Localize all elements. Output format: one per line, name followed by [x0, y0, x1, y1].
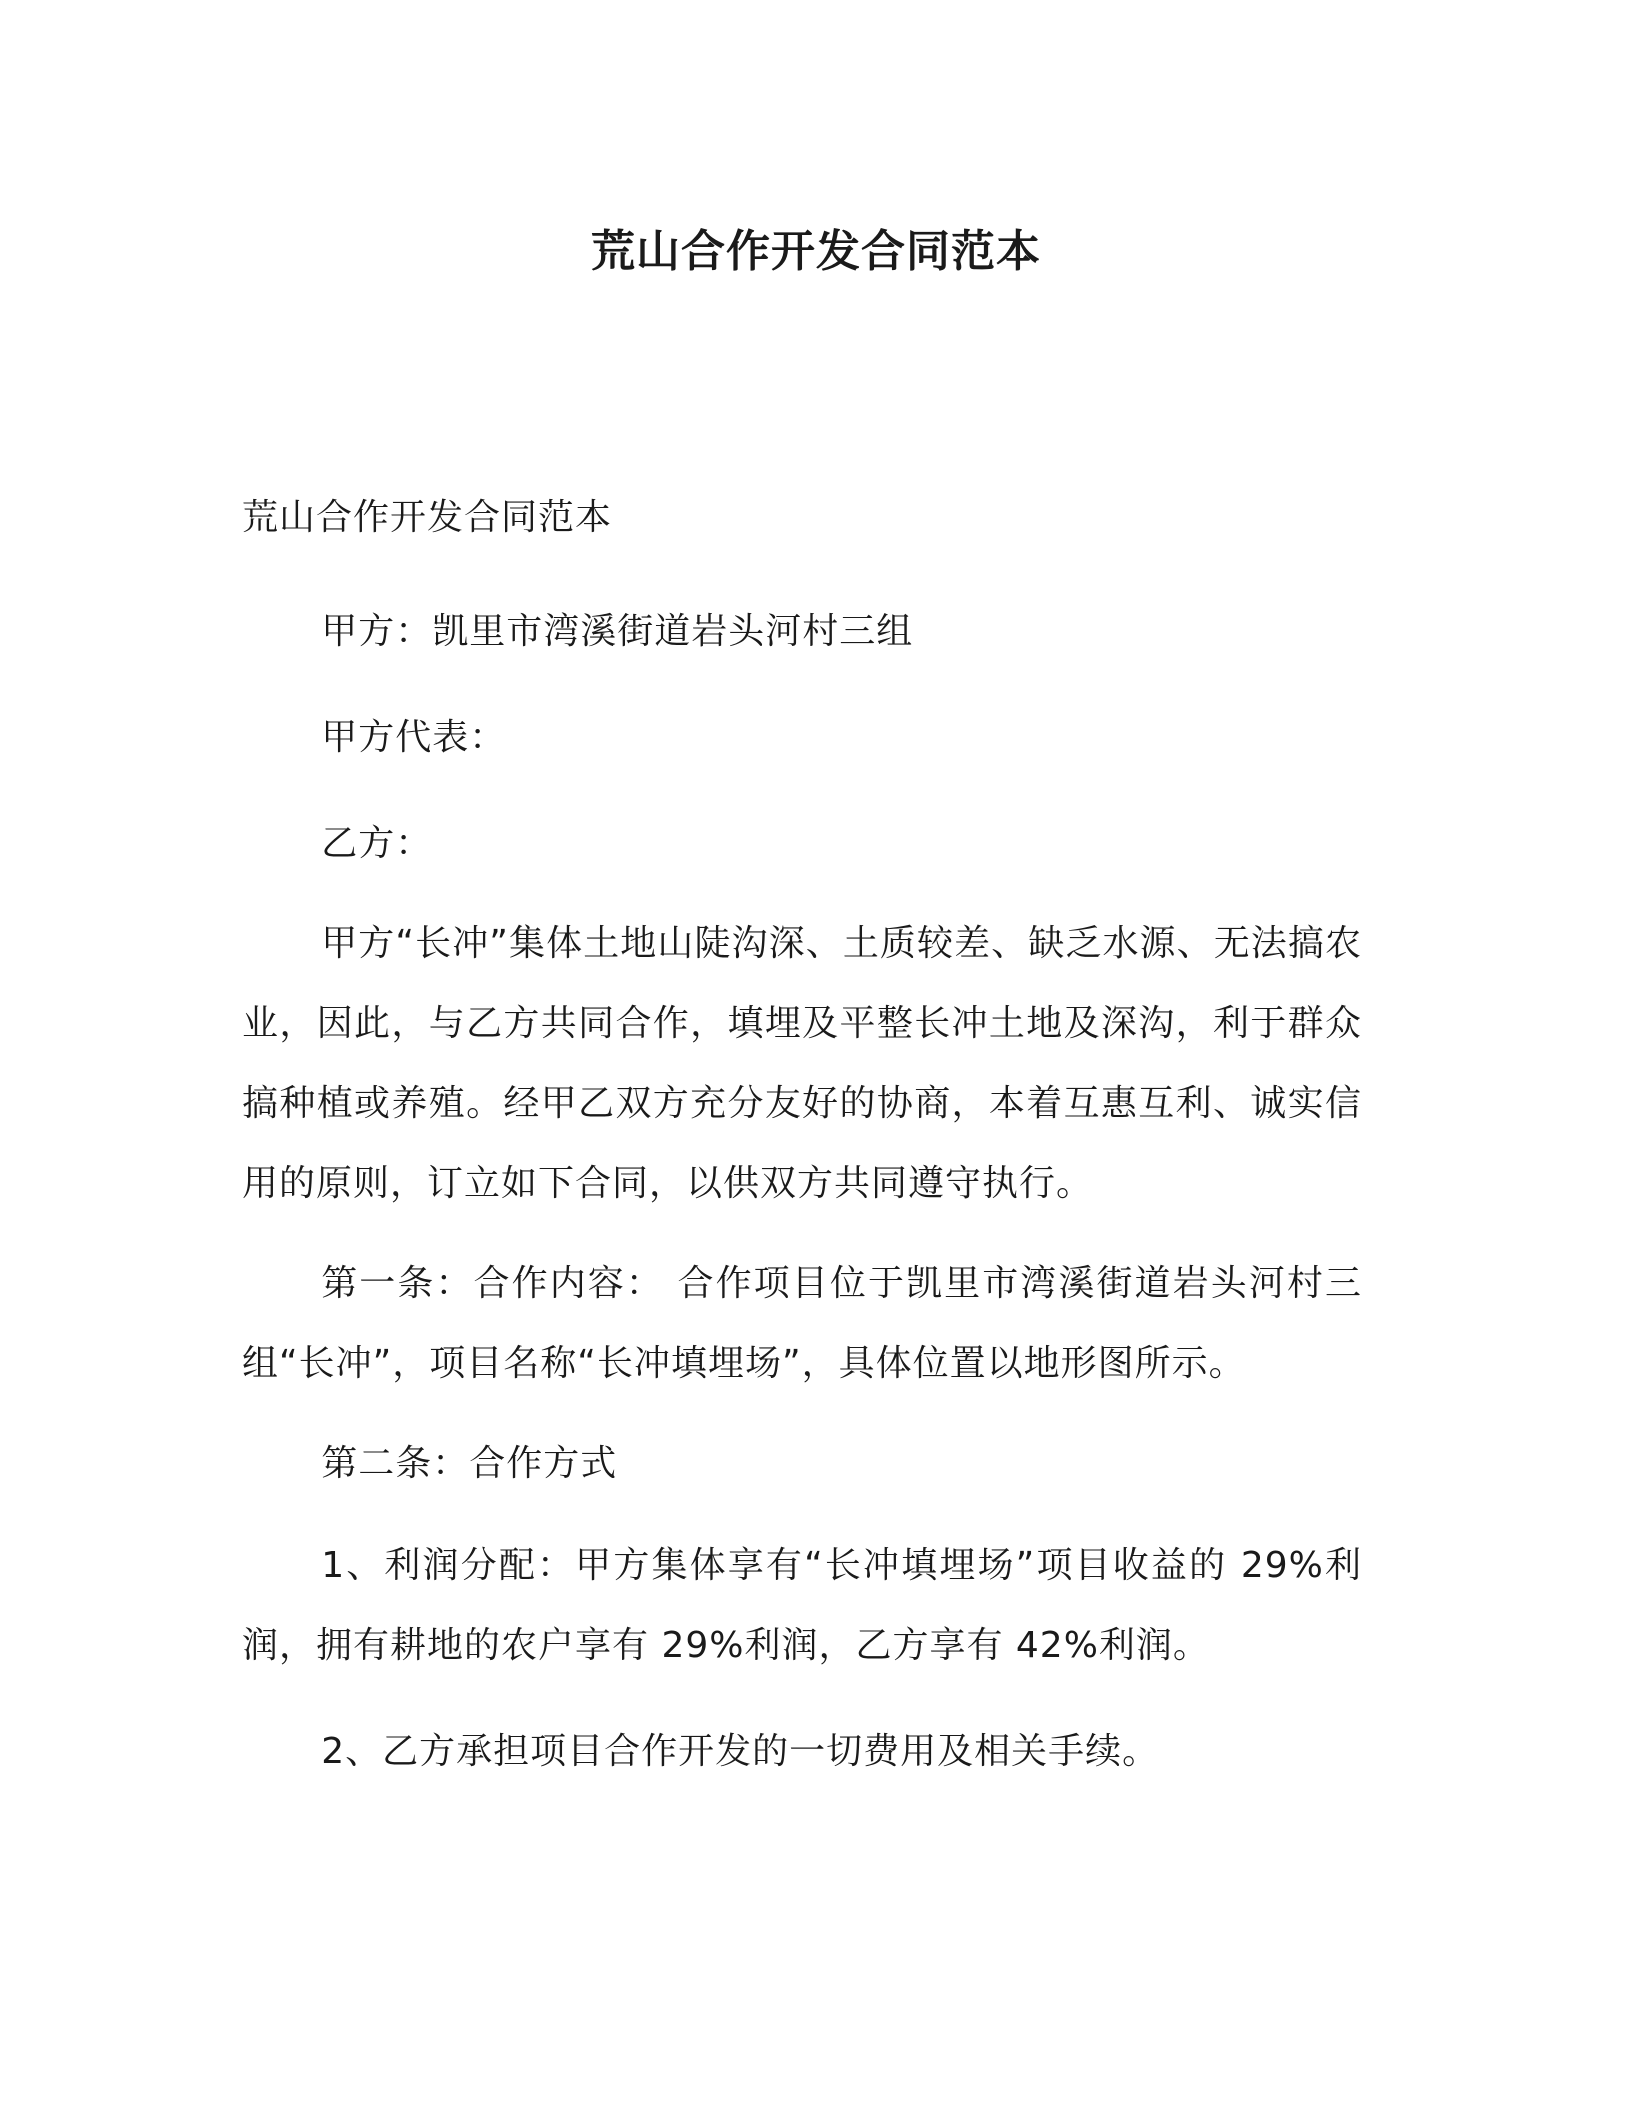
document-subtitle: 荒山合作开发合同范本: [242, 497, 613, 538]
paragraph: 甲方“长冲”集体土地山陡沟深、土质较差、缺乏水源、无法搞农业，因此，与乙方共同合作，填埋及平整长冲土地及深沟，利于群众搞种植或养殖。经甲乙双方充分友好的协商，本着互惠互利、诚实信用的原则，订立如下合同，以供双方共同遵守执行。: [242, 923, 1362, 1204]
paragraph: 甲方：凯里市湾溪街道岩头河村三组: [321, 611, 914, 652]
party-b-line: [242, 804, 1362, 884]
costs-paragraph: [242, 1712, 1362, 1792]
preamble-paragraph: [242, 904, 1362, 1224]
paragraph: 甲方代表：: [321, 717, 507, 758]
paragraph: 1、利润分配：甲方集体享有“长冲填埋场”项目收益的 29%利润，拥有耕地的农户享有 29%利润，乙方享有 42%利润。: [242, 1545, 1362, 1666]
article-1-paragraph: [242, 1244, 1362, 1404]
party-a-representative-line: [242, 698, 1362, 778]
paragraph: 第二条：合作方式: [321, 1443, 618, 1484]
paragraph: 2、乙方承担项目合作开发的一切费用及相关手续。: [321, 1731, 1160, 1772]
paragraph: 第一条：合作内容： 合作项目位于凯里市湾溪街道岩头河村三组“长冲”，项目名称“长冲填埋场”，具体位置以地形图所示。: [242, 1263, 1362, 1384]
profit-distribution-paragraph: [242, 1526, 1362, 1686]
document-title: 荒山合作开发合同范本: [591, 226, 1041, 277]
article-2-heading: [242, 1424, 1362, 1504]
paragraph: 乙方：: [321, 823, 433, 864]
party-a-line: [242, 592, 1362, 672]
